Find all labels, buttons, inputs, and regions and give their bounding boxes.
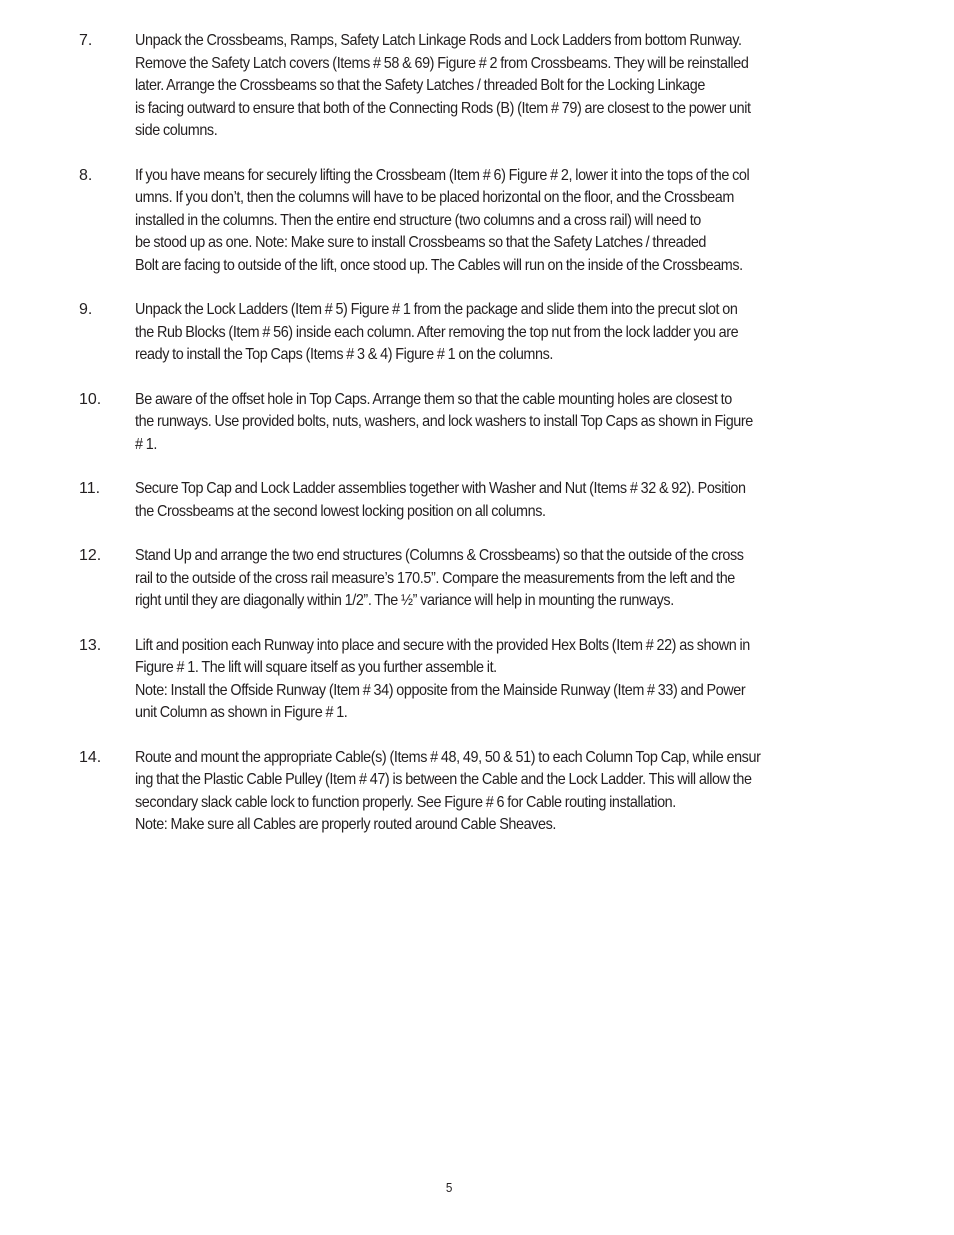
step-item [79, 478, 924, 523]
step-item [79, 635, 924, 725]
step-item [79, 389, 924, 457]
step-text [135, 545, 924, 613]
step-text-line: If you have means for securely lifting the Crossbeam (Item # 6) Figure # 2, lower it into the tops of the col [135, 166, 750, 184]
step-text-line: side columns. [135, 122, 218, 139]
step-number: 14. [79, 748, 102, 766]
step-text-line: installed in the columns. Then the entire end structure (two columns and a cross rail) will need to [135, 211, 701, 229]
step-text-line: later. Arrange the Crossbeams so that the Safety Latches / threaded Bolt for the Locking Linkage [135, 77, 705, 94]
step-text [135, 165, 924, 278]
step-text-line: the Crossbeams at the second lowest locking position on all columns. [135, 502, 546, 520]
instruction-steps-list [79, 30, 924, 859]
step-number: 12. [79, 547, 102, 564]
step-text-line: Note: Install the Offside Runway (Item # 34) opposite from the Mainside Runway (Item # 33) and Power [135, 681, 746, 699]
step-text-line: Stand Up and arrange the two end structures (Columns & Crossbeams) so that the outside of the cross [135, 547, 744, 564]
step-item [79, 30, 924, 143]
step-number: 7. [79, 32, 93, 49]
step-item [79, 165, 924, 278]
step-text-line: Bolt are facing to outside of the lift, once stood up. The Cables will run on the inside of the Crossbeams. [135, 256, 743, 274]
step-text-line: Unpack the Lock Ladders (Item # 5) Figure # 1 from the package and slide them into the precut slot on [135, 301, 738, 318]
step-text-line: secondary slack cable lock to function properly. See Figure # 6 for Cable routing installation. [135, 793, 676, 811]
step-text-line: ing that the Plastic Cable Pulley (Item # 47) is between the Cable and the Lock Ladder. This will allow the [135, 771, 752, 788]
step-text-line: Unpack the Crossbeams, Ramps, Safety Latch Linkage Rods and Lock Ladders from bottom Runway. [135, 32, 742, 49]
step-text-line: Be aware of the offset hole in Top Caps. Arrange them so that the cable mounting holes are closest to [135, 390, 732, 408]
step-item [79, 747, 924, 837]
step-text-line: Secure Top Cap and Lock Ladder assemblies together with Washer and Nut (Items # 32 & 92). Position [135, 480, 746, 497]
step-text-line: Lift and position each Runway into place and secure with the provided Hex Bolts (Item # 22) as shown in [135, 636, 750, 654]
step-text-line: Route and mount the appropriate Cable(s) (Items # 48, 49, 50 & 51) to each Column Top Cap, while ensur [135, 748, 761, 766]
step-number: 8. [79, 166, 93, 184]
step-text [135, 299, 924, 367]
step-number: 10. [79, 390, 102, 408]
step-text-line: unit Column as shown in Figure # 1. [135, 704, 348, 721]
step-text-line: Note: Make sure all Cables are properly routed around Cable Sheaves. [135, 816, 557, 833]
step-text [135, 30, 924, 143]
step-number: 11. [79, 480, 101, 497]
step-text [135, 478, 924, 523]
step-number: 13. [79, 636, 102, 654]
step-text-line: right until they are diagonally within 1/2”. The ½” variance will help in mounting the runways. [135, 592, 674, 609]
step-text [135, 747, 924, 837]
step-text-line: Figure # 1. The lift will square itself as you further assemble it. [135, 659, 497, 676]
step-text-line: the Rub Blocks (Item # 56) inside each column. After removing the top nut from the lock ladder you are [135, 323, 739, 341]
step-text-line: rail to the outside of the cross rail measure’s 170.5”. Compare the measurements from the left and the [135, 569, 735, 587]
step-item [79, 545, 924, 613]
step-text-line: umns. If you don’t, then the columns will have to be placed horizontal on the floor, and the Crossbeam [135, 189, 734, 206]
step-text [135, 635, 924, 725]
step-item [79, 299, 924, 367]
step-number: 9. [79, 301, 93, 318]
page-number: 5 [445, 1180, 453, 1195]
step-text-line: Remove the Safety Latch covers (Items # 58 & 69) Figure # 2 from Crossbeams. They will be reinstalled [135, 54, 749, 72]
step-text-line: the runways. Use provided bolts, nuts, washers, and lock washers to install Top Caps as shown in Figure [135, 413, 753, 430]
step-text-line: # 1. [135, 435, 157, 453]
step-text-line: is facing outward to ensure that both of the Connecting Rods (B) (Item # 79) are closest to the power unit [135, 99, 751, 117]
step-text [135, 389, 924, 457]
step-text-line: be stood up as one. Note: Make sure to install Crossbeams so that the Safety Latches / threaded [135, 234, 707, 251]
step-text-line: ready to install the Top Caps (Items # 3 & 4) Figure # 1 on the columns. [135, 346, 554, 363]
